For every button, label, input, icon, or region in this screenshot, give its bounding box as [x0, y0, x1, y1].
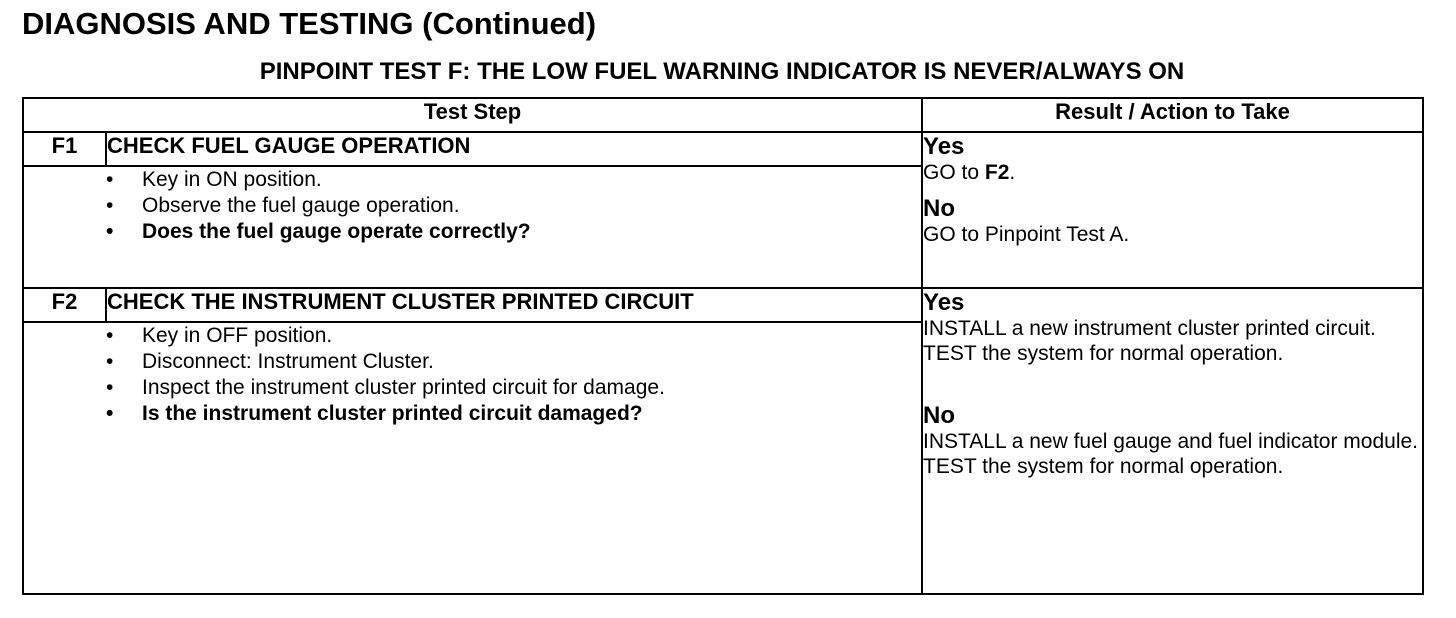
list-item: • Key in ON position. — [106, 168, 322, 191]
step-f1-header-row — [23, 132, 1423, 166]
column-header-test-step: Test Step — [23, 98, 922, 132]
step-id: F1 — [23, 132, 106, 166]
step-f2-instructions — [23, 322, 922, 594]
list-item: • Observe the fuel gauge operation. — [106, 194, 460, 217]
list-item-question: • Does the fuel gauge operate correctly? — [106, 220, 531, 243]
table-header-row — [23, 98, 1423, 132]
result-yes-prefix: GO to — [923, 161, 985, 184]
result-no-text: GO to Pinpoint Test A. — [923, 223, 1130, 246]
result-yes-text: INSTALL a new instrument cluster printed circuit. TEST the system for normal operation. — [923, 317, 1376, 365]
step-f1-instructions — [23, 166, 922, 288]
result-yes — [923, 289, 1422, 366]
result-no — [923, 195, 1422, 247]
result-yes-label: Yes — [923, 133, 965, 160]
result-yes — [923, 133, 1422, 185]
list-item: • Inspect the instrument cluster printed circuit for damage. — [106, 376, 665, 399]
step-f2-result-cell — [922, 288, 1423, 594]
step-id: F2 — [23, 288, 106, 322]
bullet-icon: • — [106, 402, 114, 425]
bullet-icon: • — [106, 220, 114, 243]
result-yes-suffix: . — [1009, 161, 1016, 184]
step-name: CHECK FUEL GAUGE OPERATION — [106, 132, 922, 166]
bullet-icon: • — [106, 376, 114, 399]
result-yes-text — [923, 160, 1422, 185]
pinpoint-test-title: PINPOINT TEST F: THE LOW FUEL WARNING INDICATOR IS NEVER/ALWAYS ON — [259, 58, 1185, 85]
pinpoint-test-table — [22, 97, 1424, 595]
bullet-icon: • — [106, 168, 114, 191]
list-item-question: • Is the instrument cluster printed circuit damaged? — [106, 402, 643, 425]
result-no-text: INSTALL a new fuel gauge and fuel indicator module. TEST the system for normal operation. — [923, 430, 1418, 478]
bullet-icon: • — [106, 350, 114, 373]
bullet-icon: • — [106, 324, 114, 347]
column-header-result-action: Result / Action to Take — [922, 98, 1423, 132]
page-title: DIAGNOSIS AND TESTING (Continued) — [22, 6, 597, 41]
result-no-label: No — [923, 402, 956, 429]
bullet-icon: • — [106, 194, 114, 217]
list-item: • Key in OFF position. — [106, 324, 333, 347]
result-no-label: No — [923, 195, 956, 222]
result-no — [923, 402, 1422, 479]
result-yes-target: F2 — [984, 161, 1010, 184]
step-name: CHECK THE INSTRUMENT CLUSTER PRINTED CIRCUIT — [106, 288, 922, 322]
step-f2-header-row — [23, 288, 1423, 322]
list-item: • Disconnect: Instrument Cluster. — [106, 350, 434, 373]
instruction-list — [24, 323, 921, 427]
result-yes-label: Yes — [923, 289, 965, 316]
step-f1-result-cell — [922, 132, 1423, 288]
instruction-list — [24, 167, 921, 245]
